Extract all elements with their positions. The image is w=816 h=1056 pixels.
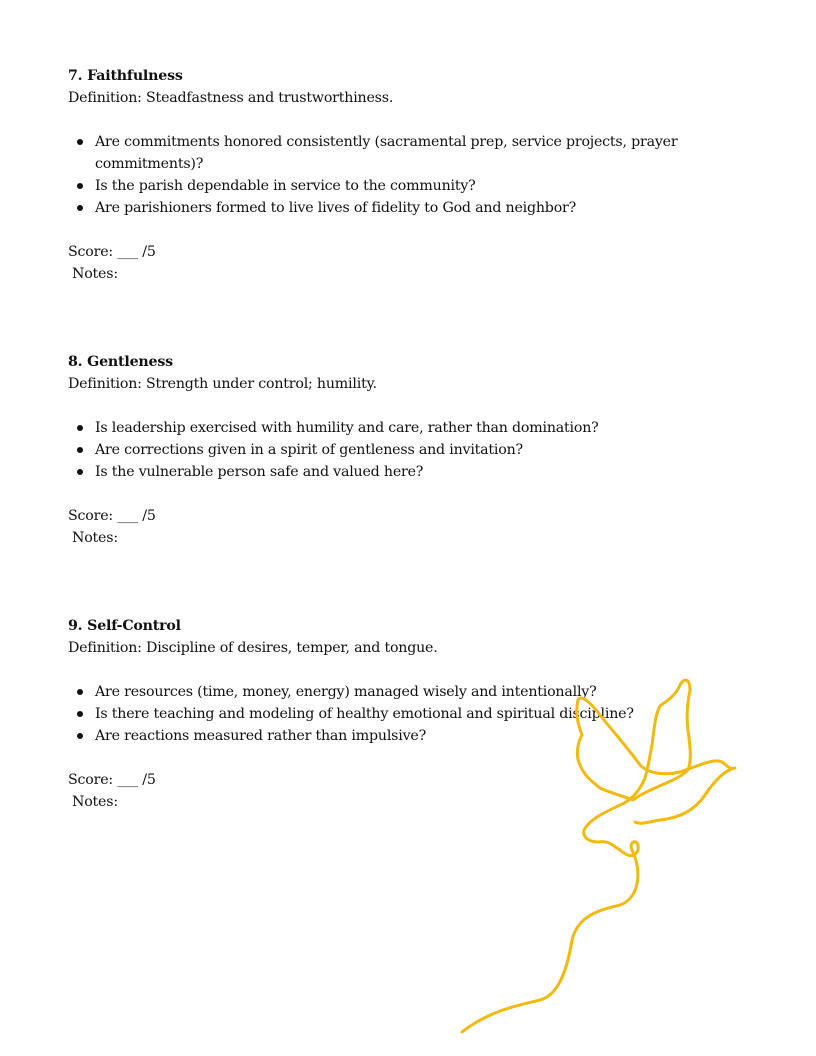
question-item <box>68 131 748 175</box>
notes-label: Notes: <box>72 530 118 546</box>
section-gentleness <box>68 351 748 549</box>
question-item <box>68 175 748 197</box>
question-text: Are commitments honored consistently (sacramental prep, service projects, prayer commitments)? <box>95 134 678 172</box>
score-field: Score: ___ /5 <box>68 244 156 260</box>
heading-number: 9. <box>68 618 83 634</box>
section-heading <box>68 351 748 373</box>
heading-title: Faithfulness <box>87 68 183 84</box>
bullet-icon <box>77 139 83 145</box>
heading-title: Gentleness <box>87 354 173 370</box>
section-self-control <box>68 615 748 813</box>
section-definition: Definition: Strength under control; humility. <box>68 376 377 392</box>
bullet-icon <box>77 425 83 431</box>
section-definition: Definition: Steadfastness and trustworthiness. <box>68 90 394 106</box>
section-faithfulness <box>68 65 748 285</box>
question-item <box>68 681 748 703</box>
question-item <box>68 417 748 439</box>
heading-number: 8. <box>68 354 83 370</box>
bullet-icon <box>77 183 83 189</box>
question-text: Are corrections given in a spirit of gentleness and invitation? <box>95 442 523 458</box>
bullet-icon <box>77 469 83 475</box>
bullet-icon <box>77 205 83 211</box>
question-item <box>68 461 748 483</box>
score-field: Score: ___ /5 <box>68 772 156 788</box>
heading-number: 7. <box>68 68 83 84</box>
question-text: Is the parish dependable in service to the community? <box>95 178 476 194</box>
question-text: Are parishioners formed to live lives of fidelity to God and neighbor? <box>95 200 577 216</box>
section-definition: Definition: Discipline of desires, temper, and tongue. <box>68 640 438 656</box>
question-text: Is the vulnerable person safe and valued here? <box>95 464 424 480</box>
bullet-icon <box>77 733 83 739</box>
notes-label: Notes: <box>72 794 118 810</box>
question-item <box>68 439 748 461</box>
question-list <box>68 417 748 483</box>
section-heading <box>68 65 748 87</box>
question-text: Is there teaching and modeling of healthy emotional and spiritual discipline? <box>95 706 634 722</box>
heading-title: Self-Control <box>87 618 181 634</box>
bullet-icon <box>77 711 83 717</box>
question-text: Is leadership exercised with humility and care, rather than domination? <box>95 420 599 436</box>
question-text: Are resources (time, money, energy) managed wisely and intentionally? <box>95 684 597 700</box>
bullet-icon <box>77 689 83 695</box>
section-heading <box>68 615 748 637</box>
question-item <box>68 725 748 747</box>
question-list <box>68 681 748 747</box>
notes-label: Notes: <box>72 266 118 282</box>
question-item <box>68 197 748 219</box>
question-text: Are reactions measured rather than impulsive? <box>95 728 427 744</box>
question-item <box>68 703 748 725</box>
question-list <box>68 131 748 219</box>
bullet-icon <box>77 447 83 453</box>
score-field: Score: ___ /5 <box>68 508 156 524</box>
